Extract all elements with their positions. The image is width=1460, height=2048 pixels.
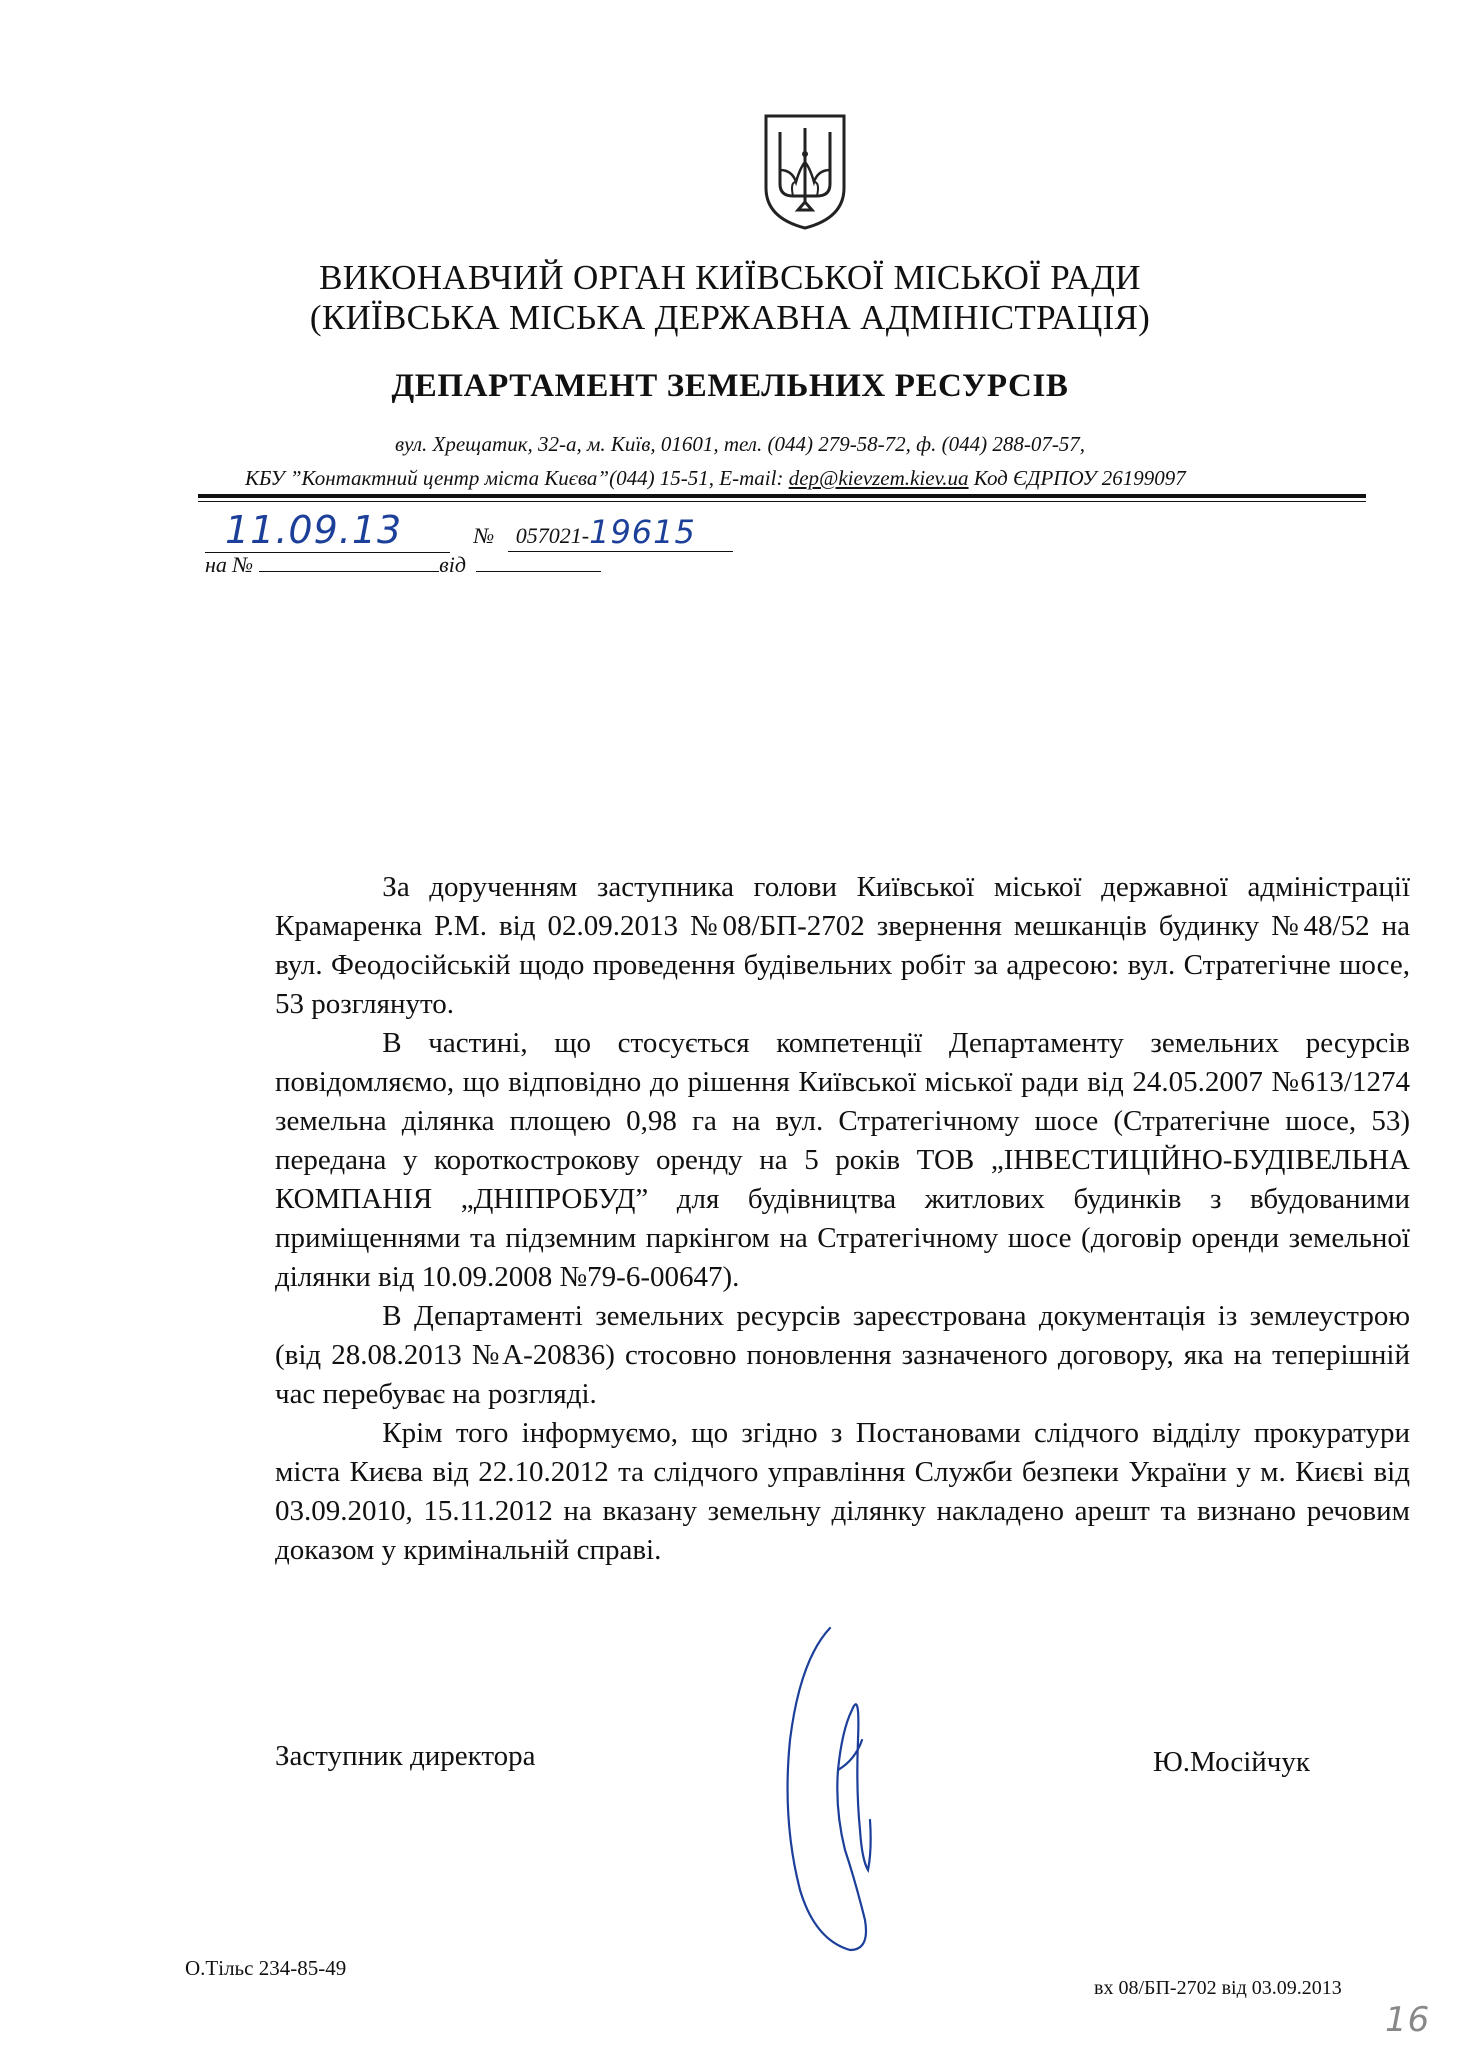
reply-reference xyxy=(205,552,601,578)
paragraph: В частині, що стосується компетенції Департаменту земельних ресурсів повідомляємо, що відповідно до рішення Київської міської ради від 24.05.2007 №613/1274 земельна ділянка площею 0,98 га на вул. Стратегічному шосе (Стратегічне шосе, 53) передана у короткострокову оренду на 5 років ТОВ „ІНВЕСТИЦІЙНО-БУДІВЕЛЬНА КОМПАНІЯ „ДНІПРОБУД” для будівництва житлових будинків з вбудованими приміщеннями та підземним паркінгом на Стратегічному шосе (договір оренди земельної ділянки від 10.09.2008 №79-6-00647). xyxy=(275,1027,1410,1293)
outgoing-reference xyxy=(205,508,733,552)
outgoing-number-field xyxy=(508,513,733,552)
outgoing-date-field xyxy=(205,508,450,553)
number-sign: № xyxy=(473,523,495,548)
from-label: від xyxy=(439,552,466,577)
reply-number-field xyxy=(259,571,439,572)
letter-body xyxy=(275,868,1410,1570)
page-number-handwritten: 16 xyxy=(1385,2000,1431,2040)
paragraph: В Департаменті земельних ресурсів зареєстрована документація із землеустрою (від 28.08.2013 №А-20836) стосовно поновлення зазначеного договору, яка на теперішній час перебуває на розгляді. xyxy=(275,1300,1410,1410)
handwritten-signature xyxy=(760,1620,900,1960)
edrpou-code: Код ЄДРПОУ 26199097 xyxy=(968,466,1186,490)
outgoing-number-printed: 057021- xyxy=(515,523,590,548)
paragraph: За дорученням заступника голови Київської міської державної адміністрації Крамаренка Р.М. від 02.09.2013 №08/БП-2702 звернення мешканців будинку №48/52 на вул. Феодосійській щодо проведення будівельних робіт за адресою: вул. Стратегічне шосе, 53 розглянуто. xyxy=(275,871,1410,1020)
department-name: ДЕПАРТАМЕНТ ЗЕМЕЛЬНИХ РЕСУРСІВ xyxy=(391,368,1069,404)
contact-center-text: КБУ ”Контактний центр міста Києва”(044) 15-51, E-mail: xyxy=(245,466,789,490)
signatory-name: Ю.Мосійчук xyxy=(1153,1746,1310,1778)
outgoing-number-handwritten: 19615 xyxy=(589,513,696,551)
contact-line xyxy=(245,466,1186,491)
header-divider xyxy=(198,494,1366,498)
executor-contact: О.Тільс 234-85-49 xyxy=(185,1956,347,1980)
header-divider-thin xyxy=(198,501,1366,502)
signatory-title: Заступник директора xyxy=(275,1740,536,1772)
incoming-registration: вх 08/БП-2702 від 03.09.2013 xyxy=(1094,1977,1342,1999)
email-link[interactable]: dep@kievzem.kiev.ua xyxy=(788,466,969,490)
page-number xyxy=(1385,2000,1435,2042)
reply-to-label: на № xyxy=(205,552,254,577)
trident-coat-of-arms-icon xyxy=(760,110,850,232)
outgoing-date: 11.09.13 xyxy=(225,508,403,552)
paragraph: Крім того інформуємо, що згідно з Постановами слідчого відділу прокуратури міста Києва від 22.10.2012 та слідчого управління Служби безпеки України у м. Києві від 03.09.2010, 15.11.2012 на вказану земельну ділянку накладено арешт та визнано речовим доказом у кримінальній справі. xyxy=(275,1417,1410,1566)
organization-subtitle: (КИЇВСЬКА МІСЬКА ДЕРЖАВНА АДМІНІСТРАЦІЯ) xyxy=(309,298,1151,337)
organization-name: ВИКОНАВЧИЙ ОРГАН КИЇВСЬКОЇ МІСЬКОЇ РАДИ xyxy=(319,258,1141,297)
address-line: вул. Хрещатик, 32-а, м. Київ, 01601, тел. (044) 279-58-72, ф. (044) 288-07-57, xyxy=(395,432,1086,456)
reply-date-field xyxy=(476,571,601,572)
